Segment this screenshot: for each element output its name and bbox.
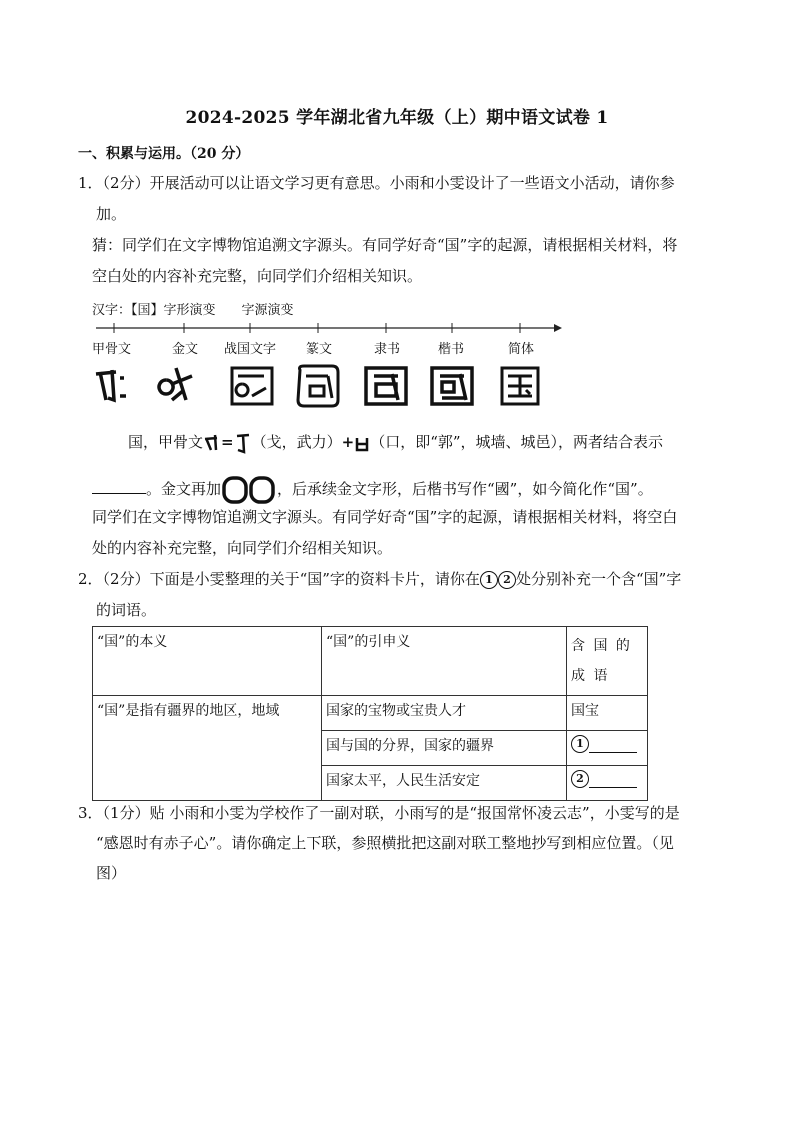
- stage-seal: 篆文: [306, 342, 333, 357]
- q1-line-4: 空白处的内容补充完整，向同学们介绍相关知识。: [92, 267, 423, 285]
- oracle-ge-glyph: [203, 432, 221, 454]
- q2-text-b: 处分别补充一个含“国”字: [515, 570, 682, 588]
- q2-text-a: 2．（2分）下面是小雯整理的关于“国”字的资料卡片，请你在: [78, 570, 480, 588]
- circle-marker-1: 1: [480, 571, 498, 589]
- extended-meaning-cell: 国与国的分界，国家的疆界: [322, 731, 567, 766]
- extended-meaning-cell: 国家的宝物或宝贵人才: [322, 696, 567, 731]
- warring-states-glyph: [232, 368, 272, 404]
- answer-blank[interactable]: [92, 493, 146, 494]
- stage-bronze: 金文: [172, 342, 199, 357]
- character-evolution-figure: [92, 296, 572, 412]
- stage-regular: 楷书: [438, 342, 465, 357]
- extended-meaning-cell: 国家太平，人民生活安定: [322, 766, 567, 801]
- explanation-repeat-1: 同学们在文字博物馆追溯文字源头。有同学好奇“国”字的起源，请根据相关材料，将空白: [92, 508, 678, 526]
- q1-line-1: 1．（2分）开展活动可以让语文学习更有意思。小雨和小雯设计了一些语文小活动，请你参: [78, 174, 675, 192]
- explanation-part2: （戈，武力）: [251, 433, 342, 451]
- explanation-line-1: [128, 427, 663, 458]
- timeline-axis: [92, 318, 572, 338]
- explanation-repeat-2: 处的内容补充完整，向同学们介绍相关知识。: [92, 539, 393, 557]
- idiom-answer-blank-1[interactable]: [589, 736, 637, 753]
- bronze-glyph: [159, 368, 192, 400]
- idiom-blank-cell-1: [567, 731, 648, 766]
- seal-glyph: [298, 366, 338, 406]
- timeline-header: 汉字：【国】字形演变 字源演变: [92, 303, 294, 318]
- oracle-weapon-glyph: [234, 432, 252, 454]
- q3-line-3: 图）: [96, 864, 127, 882]
- q3-line-1: 3．（1分）贴 小雨和小雯为学校作了一副对联，小雨写的是“报国常怀凌云志”，小雯写的是: [78, 804, 680, 822]
- explanation-part3: （口，即“郭”，城墙、城邑），两者结合表示: [370, 433, 664, 451]
- q1-line-3: 猜：同学们在文字博物馆追溯文字源头。有同学好奇“国”字的起源，请根据相关材料，将: [92, 236, 678, 254]
- q2-line-2: 的词语。: [96, 601, 157, 619]
- stage-clerical: 隶书: [374, 342, 401, 357]
- oracle-mouth-glyph: [354, 432, 370, 454]
- idiom-cell: 国宝: [567, 696, 648, 731]
- simplified-glyph: [502, 368, 538, 404]
- header-original-meaning: “国”的本义: [93, 627, 322, 696]
- oracle-bone-glyph: [96, 370, 126, 400]
- header-extended-meaning: “国”的引申义: [322, 627, 567, 696]
- regular-glyph: [432, 368, 472, 404]
- plus-sign: +: [341, 433, 355, 451]
- circle-marker-2: 2: [498, 571, 516, 589]
- idiom-answer-blank-2[interactable]: [589, 771, 637, 788]
- exam-title: 2024-2025 学年湖北省九年级（上）期中语文试卷 1: [185, 108, 609, 128]
- guo-info-card-table: [92, 626, 648, 801]
- explanation-part1: 国，甲骨文: [128, 433, 204, 451]
- original-meaning-cell: “国”是指有疆界的地区，地域: [93, 696, 322, 801]
- stage-warring-states: 战国文字: [224, 342, 277, 357]
- circle-marker-2: 2: [571, 770, 589, 788]
- stage-simplified: 简体: [508, 342, 535, 357]
- glyph-row: [92, 360, 572, 410]
- table-row: [93, 696, 648, 731]
- stage-oracle-bone: 甲骨文: [92, 342, 132, 357]
- circle-marker-1: 1: [571, 735, 589, 753]
- table-header-row: [93, 627, 648, 696]
- explanation-part4: 。金文再加: [146, 480, 222, 498]
- idiom-blank-cell-2: [567, 766, 648, 801]
- explanation-part5: ，后承续金文字形，后楷书写作“國”，如今简化作“国”。: [277, 480, 653, 498]
- section-heading: 一、积累与运用。（20 分）: [78, 146, 250, 162]
- q1-line-2: 加。: [96, 205, 127, 223]
- q3-line-2: “感恩时有赤子心”。请你确定上下联，参照横批把这副对联工整地抄写到相应位置。（见: [96, 834, 674, 852]
- clerical-glyph: [366, 368, 406, 404]
- header-idioms: 含 国 的 成 语: [567, 627, 648, 696]
- equals-sign: =: [221, 433, 234, 451]
- q2-line-1: [78, 564, 681, 595]
